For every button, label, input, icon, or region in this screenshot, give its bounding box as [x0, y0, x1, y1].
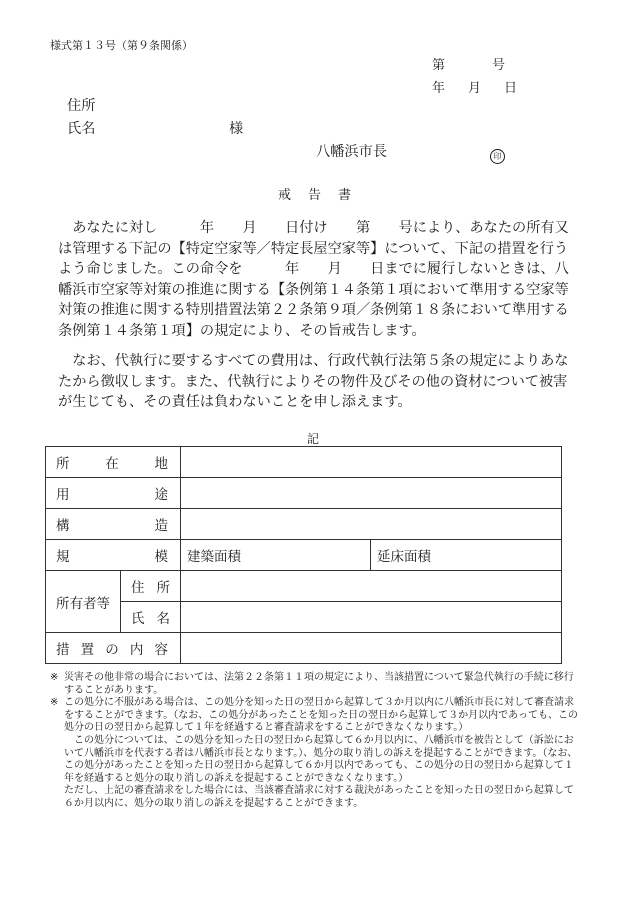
address-label: 住所 [67, 98, 96, 114]
owner-address-label: 住所 [121, 571, 181, 602]
owner-label: 所有者等 [46, 571, 121, 633]
location-value [181, 447, 562, 478]
ki-label: 記 [307, 432, 320, 446]
table-row [46, 509, 562, 540]
scale-label: 規模 [46, 540, 181, 571]
honorific: 様 [229, 121, 244, 137]
table-row [46, 633, 562, 664]
document-title: 戒 告 書 [278, 188, 354, 203]
owner-name-value [181, 602, 562, 633]
structure-label: 構造 [46, 509, 181, 540]
seal-icon: 印 [490, 144, 505, 164]
name-label: 氏名 [67, 121, 96, 137]
purpose-label: 用途 [46, 478, 181, 509]
table-row [46, 602, 562, 633]
mayor-title: 八幡浜市長 [316, 144, 387, 160]
purpose-value [181, 478, 562, 509]
notes [50, 672, 580, 811]
measures-value [181, 633, 562, 664]
note-1: ※ 災害その他非常の場合においては、法第２２条第１１項の規定により、当該措置について緊急代執行の手続に移行することがあります。 [50, 672, 574, 696]
note-2: ※ この処分に不服がある場合は、この処分を知った日の翌日から起算して３か月以内に八幡浜市長に対して審査請求をすることができます。（なお、この処分があったことを知った日の翌日から起算して３か月以内であっても、この処分の日の翌日から起算して１年を経過すると審査請求をすることができなくなります。） [50, 697, 578, 734]
owner-address-value [181, 571, 562, 602]
table-row [46, 571, 562, 602]
paragraph-1: あなたに対し 年 月 日付け 第 号により、あなたの所有又は管理する下記の【特定空家等／特定長屋空家等】について、下記の措置を行うよう命じました。この命令を 年 月 日までに履行しないときは、八幡浜市空家等対策の推進に関する【条例第１４条第１項において準用する空家等対策の推進に関する特別措置法第２２条第９項／条例第１８条において準用する条例第１４条第１項】の規定により、その旨戒告します。 [58, 220, 569, 339]
location-label: 所在地 [46, 447, 181, 478]
table-row [46, 478, 562, 509]
structure-value [181, 509, 562, 540]
date-line: 年 月 日 [432, 81, 523, 96]
record-table [45, 446, 562, 664]
table-row [46, 447, 562, 478]
paragraph-2: なお、代執行に要するすべての費用は、行政代執行法第５条の規定によりあなたから徴収します。また、代執行によりその物件及びその他の資材について被害が生じても、その責任は負わないことを申し添えます。 [58, 353, 569, 410]
measures-label: 措置の内容 [46, 633, 181, 664]
floor-area-cell: 延床面積 [371, 540, 562, 571]
number-line: 第 号 [432, 58, 508, 73]
note-3: この処分については、この処分を知った日の翌日から起算して６か月以内に、八幡浜市を被告として（訴訟において八幡浜市を代表する者は八幡浜市長となります。）、処分の取り消しの訴えを提起することができます。（なお、この処分があったことを知った日の翌日から起算して６か月以内であっても、この処分の日の翌日から起算して１年を経過すると処分の取り消しの訴えを提起することができなくなります。） [64, 734, 578, 784]
owner-name-label: 氏名 [121, 602, 181, 633]
form-label: 様式第１３号（第９条関係） [50, 39, 193, 52]
table-row [46, 540, 562, 571]
note-4: ただし、上記の審査請求をした場合には、当該審査請求に対する裁決があったことを知った日の翌日から起算して６か月以内に、処分の取り消しの訴えを提起することができます。 [64, 785, 574, 809]
building-area-cell: 建築面積 [181, 540, 371, 571]
